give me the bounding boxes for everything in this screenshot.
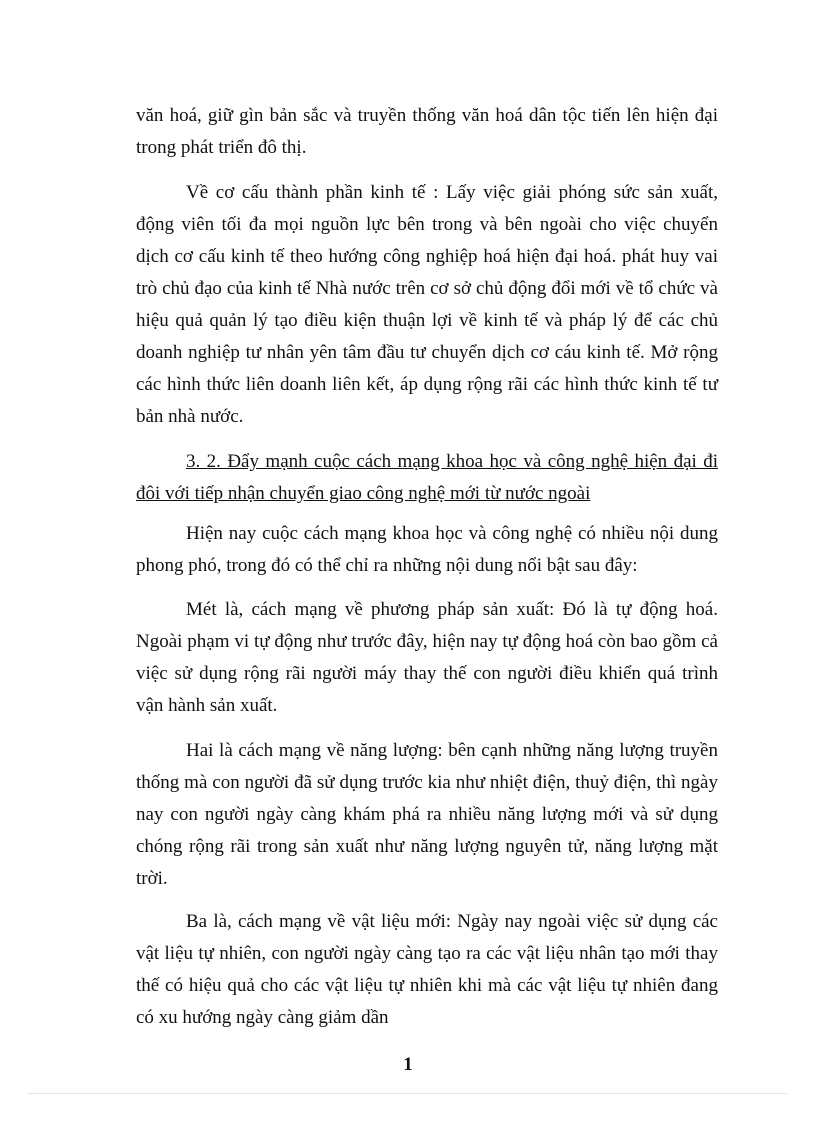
paragraph-cultural-preservation: văn hoá, giữ gìn bản sắc và truyền thống văn hoá dân tộc tiến lên hiện đại trong phát triển đô thị. xyxy=(136,105,718,158)
paragraph-production-method-revolution: Mét là, cách mạng về phương pháp sản xuất: Đó là tự động hoá. Ngoài phạm vi tự động như trước đây, hiện nay tự động hoá còn bao gồm cả việc sử dụng rộng rãi người máy thay thế con người điều khiển quá trình vận hành sản xuất. xyxy=(136,599,718,716)
paragraph-energy-revolution: Hai là cách mạng về năng lượng: bên cạnh những năng lượng truyền thống mà con người đã sử dụng trước kia như nhiệt điện, thuỷ điện, thì ngày nay con người ngày càng khám phá ra nhiều năng lượng mới và sử dụng chóng rộng rãi trong sản xuất như năng lượng nguyên tử, năng lượng mặt trời. xyxy=(136,740,718,889)
paragraph-material-revolution: Ba là, cách mạng về vật liệu mới: Ngày nay ngoài việc sử dụng các vật liệu tự nhiên, con người ngày càng tạo ra các vật liệu nhân tạo mới thay thế có hiệu quả cho các vật liệu tự nhiên khi mà các vật liệu tự nhiên đang có xu hướng ngày càng giảm dần xyxy=(136,911,718,1028)
page-number: 1 xyxy=(403,1054,413,1075)
paragraph-science-technology-intro: Hiện nay cuộc cách mạng khoa học và công nghệ có nhiều nội dung phong phó, trong đó có thể chỉ ra những nội dung nổi bật sau đây: xyxy=(136,523,718,576)
page-footer-divider xyxy=(28,1093,788,1094)
paragraph-economic-structure: Về cơ cấu thành phần kinh tế : Lấy việc giải phóng sức sản xuất, động viên tối đa mọi nguồn lực bên trong và bên ngoài cho việc chuyển dịch cơ cấu kinh tế theo hướng công nghiệp hoá hiện đại hoá. phát huy vai trò chủ đạo của kinh tế Nhà nước trên cơ sở chủ động đổi mới về tổ chức và hiệu quả quản lý tạo điều kiện thuận lợi về kinh tế và pháp lý để các chủ doanh nghiệp tư nhân yên tâm đầu tư chuyển dịch cơ cáu kinh tế. Mở rộng các hình thức liên doanh liên kết, áp dụng rộng rãi các hình thức kinh tế tư bản nhà nước. xyxy=(136,182,718,427)
section-heading-technology-revolution: 3. 2. Đẩy mạnh cuộc cách mạng khoa học và công nghệ hiện đại đi đôi với tiếp nhận chuyển giao công nghệ mới từ nước ngoài xyxy=(136,451,718,504)
